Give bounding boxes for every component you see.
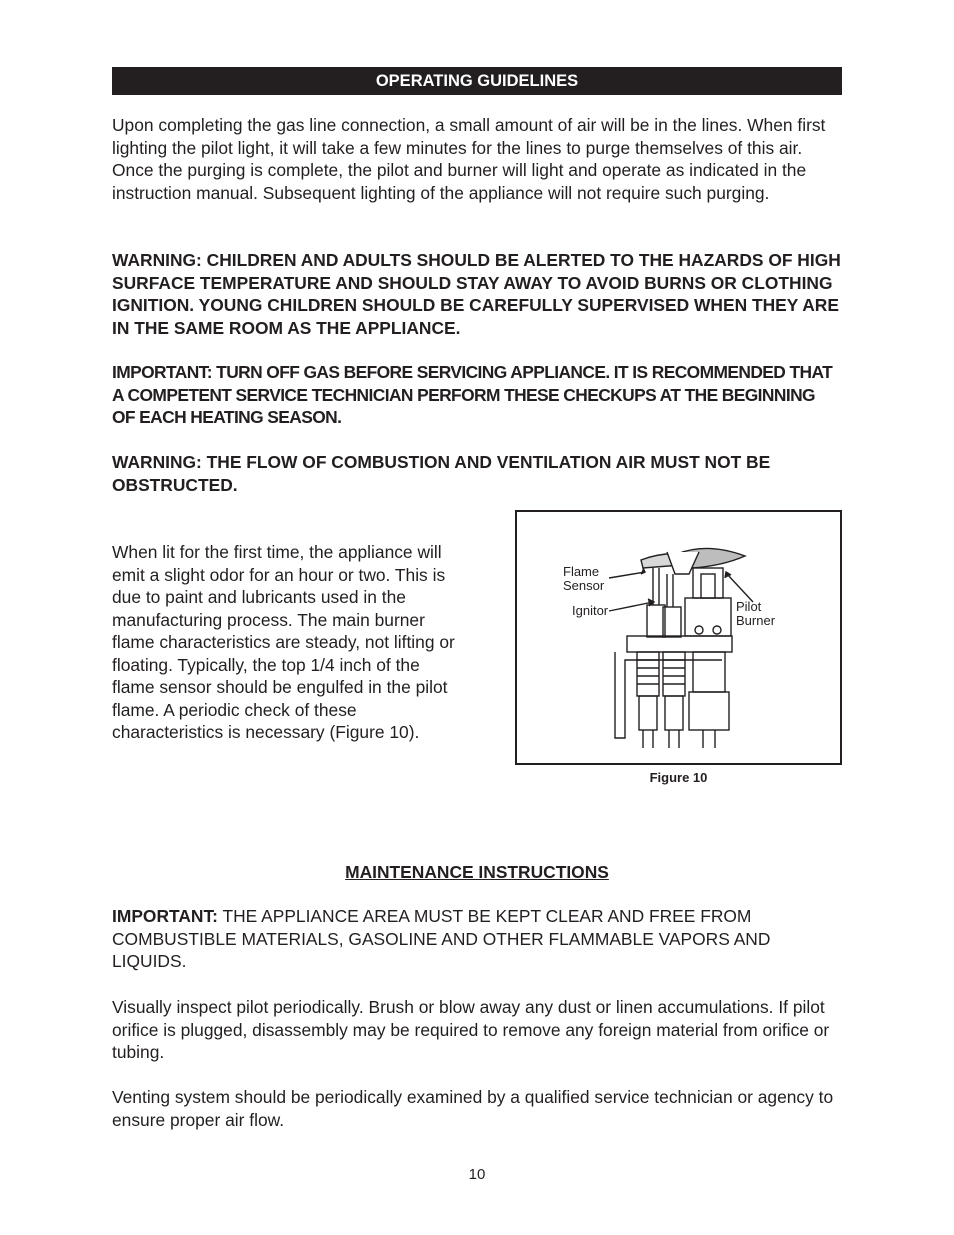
label-ignitor: Ignitor: [572, 603, 609, 618]
venting-paragraph: Venting system should be periodically examined by a qualified service technician or agency to ensure proper air flow.: [112, 1087, 834, 1130]
section-banner-operating-guidelines: OPERATING GUIDELINES: [112, 67, 842, 95]
figure-10-pilot-assembly: [515, 510, 842, 765]
important-text: THE APPLIANCE AREA MUST BE KEPT CLEAR AND FREE FROM COMBUSTIBLE MATERIALS, GASOLINE AND OTHER FLAMMABLE VAPORS AND LIQUIDS.: [112, 906, 771, 971]
intro-paragraph: Upon completing the gas line connection, a small amount of air will be in the lines. When first lighting the pilot light, it will take a few minutes for the lines to purge themselves of this air. Once the purging is complete, the pilot and burner will light and operate as indicated in the instruction manual. Subsequent lighting of the appliance will not require such purging.: [112, 115, 826, 203]
flame-sensor-leader: [609, 572, 645, 578]
warning-airflow-paragraph: WARNING: THE FLOW OF COMBUSTION AND VENTILATION AIR MUST NOT BE OBSTRUCTED.: [112, 452, 771, 495]
page-number: 10: [468, 1166, 486, 1183]
label-pilot: Pilot: [736, 599, 762, 614]
manual-page: [112, 67, 842, 1183]
figure-caption: Figure 10: [649, 770, 708, 785]
label-sensor: Sensor: [563, 578, 605, 593]
maintenance-important-paragraph: [112, 905, 842, 973]
threaded-fittings: [637, 652, 685, 696]
label-flame: Flame: [563, 564, 600, 579]
important-label: IMPORTANT:: [112, 906, 218, 926]
label-burner: Burner: [736, 613, 776, 628]
warning-children-paragraph: WARNING: CHILDREN AND ADULTS SHOULD BE ALERTED TO THE HAZARDS OF HIGH SURFACE TEMPERATURE AND SHOULD STAY AWAY TO AVOID BURNS OR CLOTHING IGNITION. YOUNG CHILDREN SHOULD BE CAREFULLY SUPERVISED WHEN THEY ARE IN THE SAME ROOM AS THE APPLIANCE.: [112, 250, 841, 338]
maintenance-title: MAINTENANCE INSTRUCTIONS: [345, 862, 609, 882]
pilot-inspection-paragraph: Visually inspect pilot periodically. Brush or blow away any dust or linen accumulations. If pilot orifice is plugged, disassembly may be required to remove any foreign material from orifice or tubing.: [112, 997, 830, 1062]
pilot-assembly-illustration: [517, 512, 840, 763]
odor-paragraph: When lit for the first time, the appliance will emit a slight odor for an hour or two. This is due to paint and lubricants used in the manufacturing process. The main burner flame characteristics are steady, not lifting or floating. Typically, the top 1/4 inch of the flame sensor should be engulfed in the pilot flame. A periodic check of these characteristics is necessary (Figure 10).: [112, 542, 455, 742]
important-service-paragraph: IMPORTANT: TURN OFF GAS BEFORE SERVICING APPLIANCE. IT IS RECOMMENDED THAT A COMPETENT SERVICE TECHNICIAN PERFORM THESE CHECKUPS AT THE BEGINNING OF EACH HEATING SEASON.: [112, 362, 833, 427]
